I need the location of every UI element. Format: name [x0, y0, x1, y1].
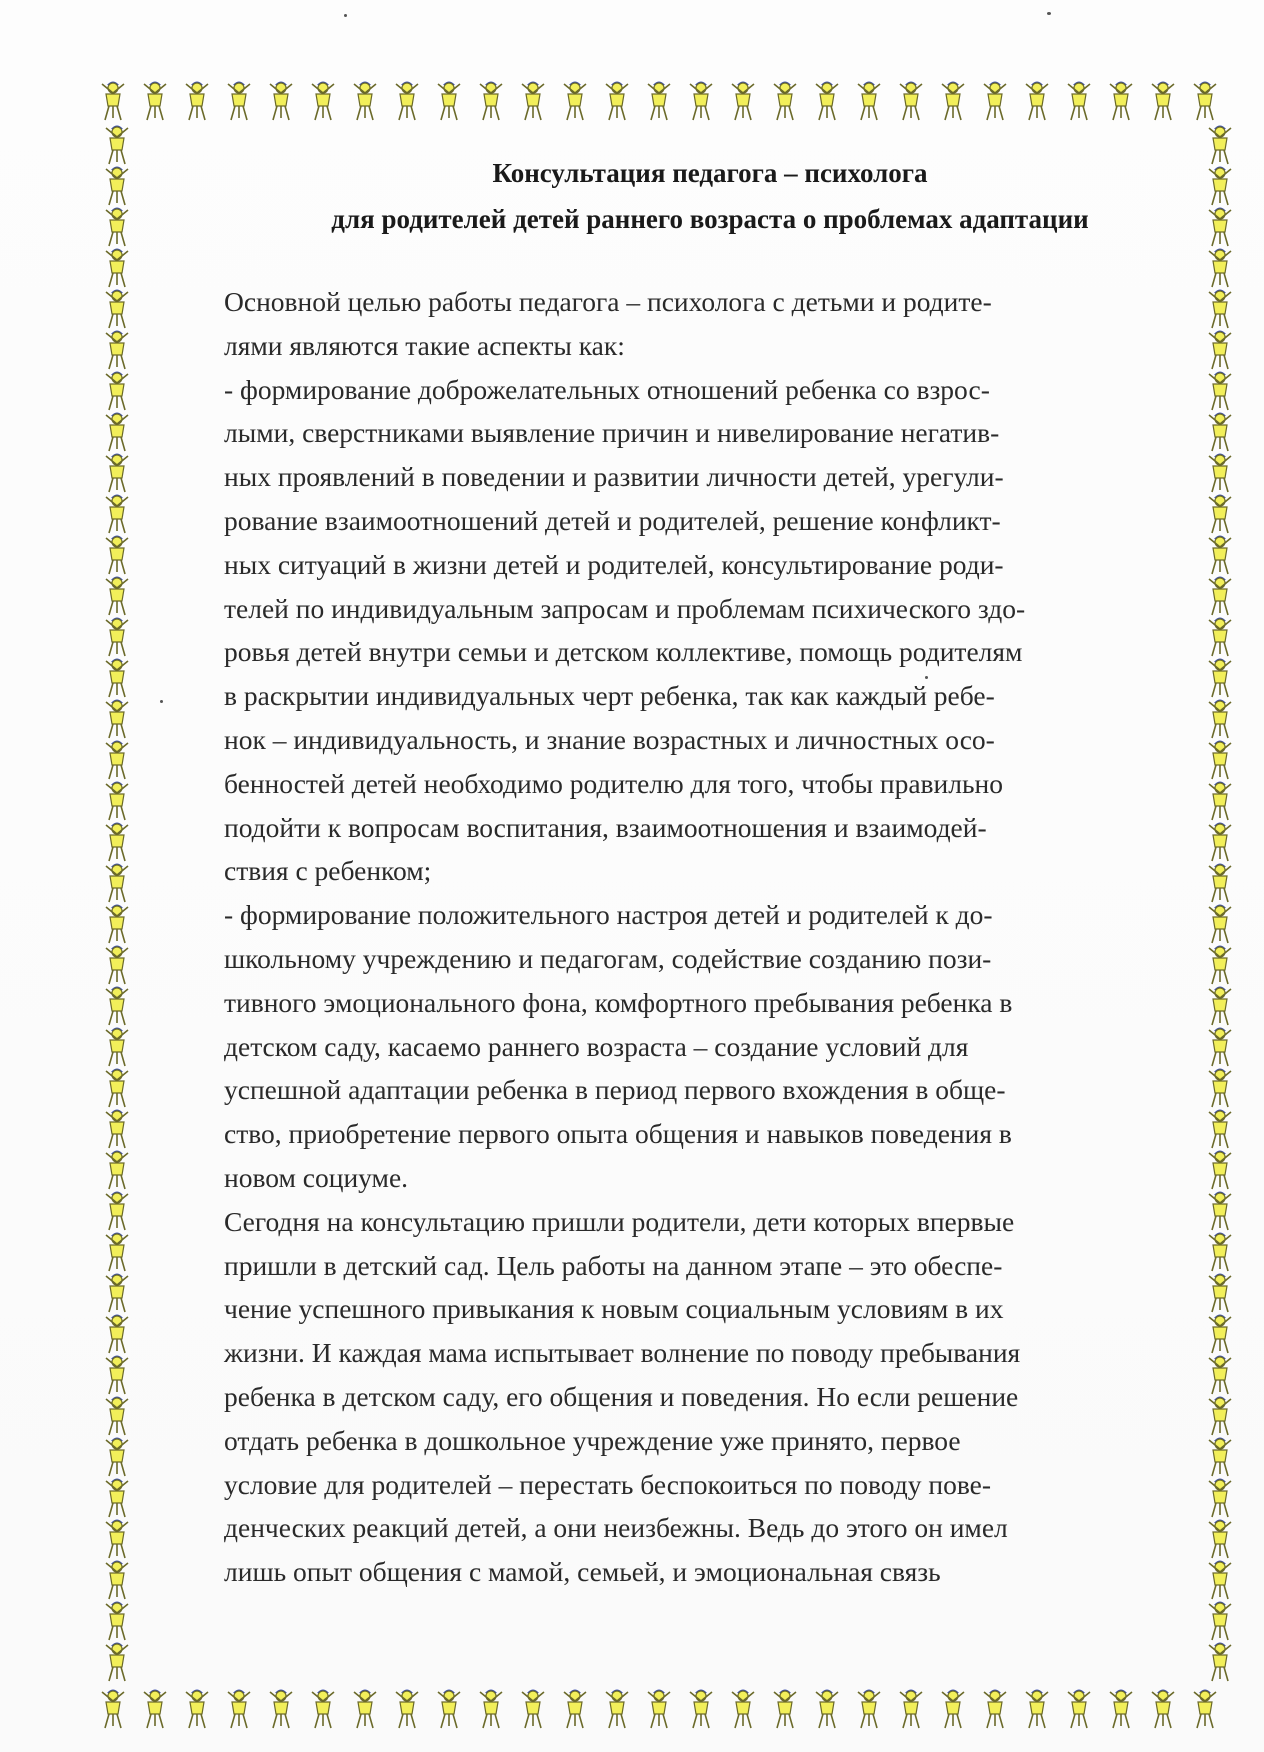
cartoon-child-figure-icon — [266, 1686, 296, 1730]
cartoon-child-figure-icon — [1205, 1557, 1235, 1601]
cartoon-child-figure-icon — [854, 78, 884, 122]
cartoon-child-figure-icon — [182, 78, 212, 122]
body-text-line: успешной адаптации ребенка в период первого вхождения в обще- — [224, 1074, 1006, 1106]
cartoon-child-figure-icon — [560, 78, 590, 122]
cartoon-child-figure-icon — [1022, 78, 1052, 122]
cartoon-child-figure-icon — [102, 860, 132, 904]
cartoon-child-figure-icon — [1205, 737, 1235, 781]
cartoon-child-figure-icon — [518, 78, 548, 122]
body-text-line: новом социуме. — [224, 1161, 409, 1193]
cartoon-child-figure-icon — [308, 78, 338, 122]
cartoon-child-figure-icon — [434, 78, 464, 122]
cartoon-child-figure-icon — [350, 78, 380, 122]
cartoon-child-figure-icon — [102, 1311, 132, 1355]
cartoon-child-figure-icon — [1106, 78, 1136, 122]
body-text-line: - формирование положительного настроя детей и родителей к до- — [224, 899, 993, 931]
cartoon-child-figure-icon — [1205, 942, 1235, 986]
cartoon-child-figure-icon — [102, 204, 132, 248]
scan-speck — [344, 14, 347, 17]
cartoon-child-figure-icon — [1205, 1188, 1235, 1232]
cartoon-child-figure-icon — [1205, 409, 1235, 453]
scan-speck — [1047, 12, 1051, 15]
cartoon-child-figure-icon — [140, 78, 170, 122]
cartoon-child-figure-icon — [1205, 778, 1235, 822]
cartoon-child-figure-icon — [812, 78, 842, 122]
body-text-line: Сегодня на консультацию пришли родители, дети которых впервые — [224, 1205, 1015, 1237]
cartoon-child-figure-icon — [308, 1686, 338, 1730]
cartoon-child-figure-icon — [102, 983, 132, 1027]
cartoon-child-figure-icon — [98, 78, 128, 122]
body-text-line: чение успешного привыкания к новым социальным условиям в их — [224, 1293, 1004, 1325]
cartoon-child-figure-icon — [770, 78, 800, 122]
cartoon-child-figure-icon — [1205, 1311, 1235, 1355]
cartoon-child-figure-icon — [1190, 1686, 1220, 1730]
cartoon-child-figure-icon — [102, 1147, 132, 1191]
cartoon-child-figure-icon — [1022, 1686, 1052, 1730]
cartoon-child-figure-icon — [434, 1686, 464, 1730]
body-text-line: лями являются такие аспекты как: — [224, 329, 625, 361]
cartoon-child-figure-icon — [1205, 327, 1235, 371]
cartoon-child-figure-icon — [102, 942, 132, 986]
cartoon-child-figure-icon — [686, 78, 716, 122]
cartoon-child-figure-icon — [560, 1686, 590, 1730]
cartoon-child-figure-icon — [1205, 245, 1235, 289]
body-text-line: рование взаимоотношений детей и родителей, решение конфликт- — [224, 504, 1001, 536]
body-text-line: ных проявлений в поведении и развитии личности детей, урегули- — [224, 461, 1004, 493]
cartoon-child-figure-icon — [102, 122, 132, 166]
cartoon-child-figure-icon — [1205, 1229, 1235, 1273]
cartoon-child-figure-icon — [686, 1686, 716, 1730]
cartoon-child-figure-icon — [102, 368, 132, 412]
cartoon-child-figure-icon — [1205, 1352, 1235, 1396]
cartoon-child-figure-icon — [102, 409, 132, 453]
cartoon-child-figure-icon — [476, 1686, 506, 1730]
cartoon-child-figure-icon — [102, 327, 132, 371]
document-body — [224, 280, 1184, 1594]
cartoon-child-figure-icon — [102, 1434, 132, 1478]
cartoon-child-figure-icon — [102, 573, 132, 617]
scan-speck — [160, 700, 163, 703]
cartoon-child-figure-icon — [1190, 78, 1220, 122]
cartoon-child-figure-icon — [770, 1686, 800, 1730]
cartoon-child-figure-icon — [1205, 1024, 1235, 1068]
cartoon-child-figure-icon — [1148, 78, 1178, 122]
cartoon-child-figure-icon — [812, 1686, 842, 1730]
title-line-2: для родителей детей раннего возраста о проблемах адаптации — [331, 204, 1089, 234]
cartoon-child-figure-icon — [1205, 1106, 1235, 1150]
body-text-line: ствия с ребенком; — [224, 855, 432, 887]
cartoon-child-figure-icon — [1205, 1393, 1235, 1437]
body-text-line: лишь опыт общения с мамой, семьей, и эмоциональная связь — [224, 1556, 941, 1588]
cartoon-child-figure-icon — [938, 1686, 968, 1730]
body-text-line: отдать ребенка в дошкольное учреждение уже принято, первое — [224, 1424, 961, 1456]
cartoon-child-figure-icon — [1205, 1147, 1235, 1191]
cartoon-child-figure-icon — [602, 1686, 632, 1730]
cartoon-child-figure-icon — [602, 78, 632, 122]
cartoon-child-figure-icon — [896, 1686, 926, 1730]
cartoon-child-figure-icon — [1205, 614, 1235, 658]
cartoon-child-figure-icon — [102, 901, 132, 945]
cartoon-child-figure-icon — [102, 1639, 132, 1683]
cartoon-child-figure-icon — [392, 78, 422, 122]
cartoon-child-figure-icon — [1205, 1434, 1235, 1478]
cartoon-child-figure-icon — [102, 1270, 132, 1314]
cartoon-child-figure-icon — [938, 78, 968, 122]
cartoon-child-figure-icon — [854, 1686, 884, 1730]
cartoon-child-figure-icon — [1064, 78, 1094, 122]
cartoon-child-figure-icon — [1205, 1065, 1235, 1109]
cartoon-child-figure-icon — [1205, 655, 1235, 699]
cartoon-child-figure-icon — [102, 1229, 132, 1273]
cartoon-child-figure-icon — [728, 78, 758, 122]
cartoon-child-figure-icon — [392, 1686, 422, 1730]
cartoon-child-figure-icon — [1205, 696, 1235, 740]
cartoon-child-figure-icon — [476, 78, 506, 122]
cartoon-child-figure-icon — [1205, 1516, 1235, 1560]
cartoon-child-figure-icon — [182, 1686, 212, 1730]
cartoon-child-figure-icon — [102, 1188, 132, 1232]
cartoon-child-figure-icon — [102, 696, 132, 740]
cartoon-child-figure-icon — [1205, 860, 1235, 904]
cartoon-child-figure-icon — [102, 1475, 132, 1519]
cartoon-child-figure-icon — [102, 286, 132, 330]
cartoon-child-figure-icon — [1205, 819, 1235, 863]
cartoon-child-figure-icon — [1064, 1686, 1094, 1730]
cartoon-child-figure-icon — [1205, 1475, 1235, 1519]
body-text-line: - формирование доброжелательных отношений ребенка со взрос- — [224, 373, 990, 405]
cartoon-child-figure-icon — [644, 78, 674, 122]
cartoon-child-figure-icon — [102, 450, 132, 494]
cartoon-child-figure-icon — [102, 1516, 132, 1560]
cartoon-child-figure-icon — [728, 1686, 758, 1730]
cartoon-child-figure-icon — [102, 1598, 132, 1642]
body-text-line: подойти к вопросам воспитания, взаимоотношения и взаимодей- — [224, 811, 987, 843]
cartoon-child-figure-icon — [102, 1352, 132, 1396]
cartoon-child-figure-icon — [102, 655, 132, 699]
cartoon-child-figure-icon — [1205, 901, 1235, 945]
scan-speck — [925, 676, 928, 679]
cartoon-child-figure-icon — [102, 1557, 132, 1601]
cartoon-child-figure-icon — [102, 163, 132, 207]
cartoon-child-figure-icon — [224, 1686, 254, 1730]
cartoon-child-figure-icon — [1205, 1639, 1235, 1683]
cartoon-child-figure-icon — [224, 78, 254, 122]
body-text-line: ребенка в детском саду, его общения и поведения. Но если решение — [224, 1380, 1019, 1412]
body-text-line: тивного эмоционального фона, комфортного пребывания ребенка в — [224, 986, 1013, 1018]
cartoon-child-figure-icon — [102, 1024, 132, 1068]
cartoon-child-figure-icon — [1106, 1686, 1136, 1730]
body-text-line: условие для родителей – перестать беспокоиться по поводу пове- — [224, 1468, 992, 1500]
cartoon-child-figure-icon — [1205, 450, 1235, 494]
body-text-line: жизни. И каждая мама испытывает волнение по поводу пребывания — [224, 1337, 1021, 1369]
cartoon-child-figure-icon — [980, 1686, 1010, 1730]
cartoon-child-figure-icon — [1205, 286, 1235, 330]
cartoon-child-figure-icon — [350, 1686, 380, 1730]
body-text-line: ровья детей внутри семьи и детском коллективе, помощь родителям — [224, 636, 1023, 668]
cartoon-child-figure-icon — [98, 1686, 128, 1730]
body-text-line: телей по индивидуальным запросам и проблемам психического здо- — [224, 592, 1026, 624]
body-text-line: ство, приобретение первого опыта общения и навыков поведения в — [224, 1118, 1012, 1150]
body-text-line: школьному учреждению и педагогам, содействие созданию пози- — [224, 942, 992, 974]
cartoon-child-figure-icon — [1205, 491, 1235, 535]
cartoon-child-figure-icon — [1205, 368, 1235, 412]
cartoon-child-figure-icon — [644, 1686, 674, 1730]
cartoon-child-figure-icon — [102, 1393, 132, 1437]
cartoon-child-figure-icon — [102, 737, 132, 781]
cartoon-child-figure-icon — [102, 819, 132, 863]
body-text-line: в раскрытии индивидуальных черт ребенка, так как каждый ребе- — [224, 680, 995, 712]
document-title — [150, 150, 1264, 242]
cartoon-child-figure-icon — [140, 1686, 170, 1730]
body-text-line: пришли в детский сад. Цель работы на данном этапе – это обеспе- — [224, 1249, 1003, 1281]
cartoon-child-figure-icon — [518, 1686, 548, 1730]
cartoon-child-figure-icon — [1205, 1598, 1235, 1642]
body-text-line: Основной целью работы педагога – психолога с детьми и родите- — [224, 286, 992, 317]
body-text-line: ных ситуаций в жизни детей и родителей, консультирование роди- — [224, 548, 1004, 580]
cartoon-child-figure-icon — [1205, 1270, 1235, 1314]
cartoon-child-figure-icon — [102, 614, 132, 658]
cartoon-child-figure-icon — [1205, 532, 1235, 576]
title-line-1: Консультация педагога – психолога — [492, 158, 928, 188]
cartoon-child-figure-icon — [102, 778, 132, 822]
cartoon-child-figure-icon — [1205, 573, 1235, 617]
body-text-line: детском саду, касаемо раннего возраста – создание условий для — [224, 1030, 969, 1062]
cartoon-child-figure-icon — [980, 78, 1010, 122]
cartoon-child-figure-icon — [1148, 1686, 1178, 1730]
cartoon-child-figure-icon — [1205, 983, 1235, 1027]
cartoon-child-figure-icon — [102, 532, 132, 576]
cartoon-child-figure-icon — [896, 78, 926, 122]
body-text-line: денческих реакций детей, а они неизбежны. Ведь до этого он имел — [224, 1512, 1008, 1544]
cartoon-child-figure-icon — [102, 1106, 132, 1150]
body-text-line: лыми, сверстниками выявление причин и нивелирование негатив- — [224, 417, 1000, 449]
cartoon-child-figure-icon — [266, 78, 296, 122]
body-text-line: бенностей детей необходимо родителю для того, чтобы правильно — [224, 767, 1003, 799]
cartoon-child-figure-icon — [102, 245, 132, 289]
body-text-line: нок – индивидуальность, и знание возрастных и личностных осо- — [224, 723, 995, 755]
cartoon-child-figure-icon — [102, 1065, 132, 1109]
cartoon-child-figure-icon — [102, 491, 132, 535]
